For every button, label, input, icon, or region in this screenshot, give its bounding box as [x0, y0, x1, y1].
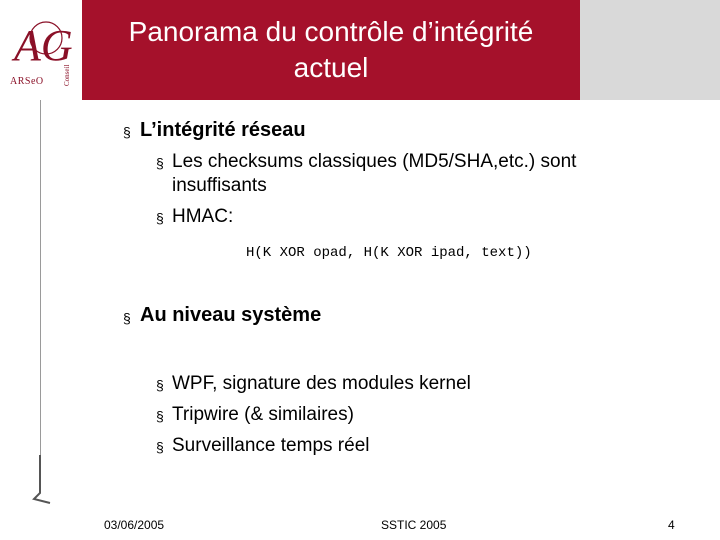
list-item: WPF, signature des modules kernel [172, 373, 471, 394]
footer-event: SSTIC 2005 [381, 518, 447, 532]
list-item: HMAC: [172, 206, 234, 227]
slide-title: Panorama du contrôle d’intégrité actuel [128, 16, 534, 83]
section-heading: Au niveau système [140, 304, 322, 326]
list-item: Tripwire (& similaires) [172, 404, 354, 425]
bullet-icon: § [156, 377, 164, 393]
list-item: Les checksums classiques (MD5/SHA,etc.) sont insuffisants [172, 151, 577, 196]
list-item: Surveillance temps réel [172, 435, 370, 456]
title-box [82, 0, 580, 100]
logo-subtitle: Conseil [63, 64, 71, 86]
bullet-icon: § [156, 408, 164, 424]
bullet-icon: § [123, 310, 131, 326]
hmac-formula: H(K XOR opad, H(K XOR ipad, text)) [246, 245, 532, 261]
logo-letters: AG [14, 21, 73, 70]
page-number: 4 [668, 518, 675, 532]
section-heading: L’intégrité réseau [140, 119, 306, 141]
footer-date: 03/06/2005 [104, 518, 165, 532]
decorative-line-foot [24, 455, 54, 505]
bullet-icon: § [156, 439, 164, 455]
bullet-icon: § [123, 124, 131, 140]
logo-column [0, 0, 82, 540]
decorative-vertical-line [40, 100, 41, 470]
bullet-icon: § [156, 210, 164, 226]
bullet-icon: § [156, 155, 164, 171]
logo-name: ARSeO [10, 76, 44, 87]
